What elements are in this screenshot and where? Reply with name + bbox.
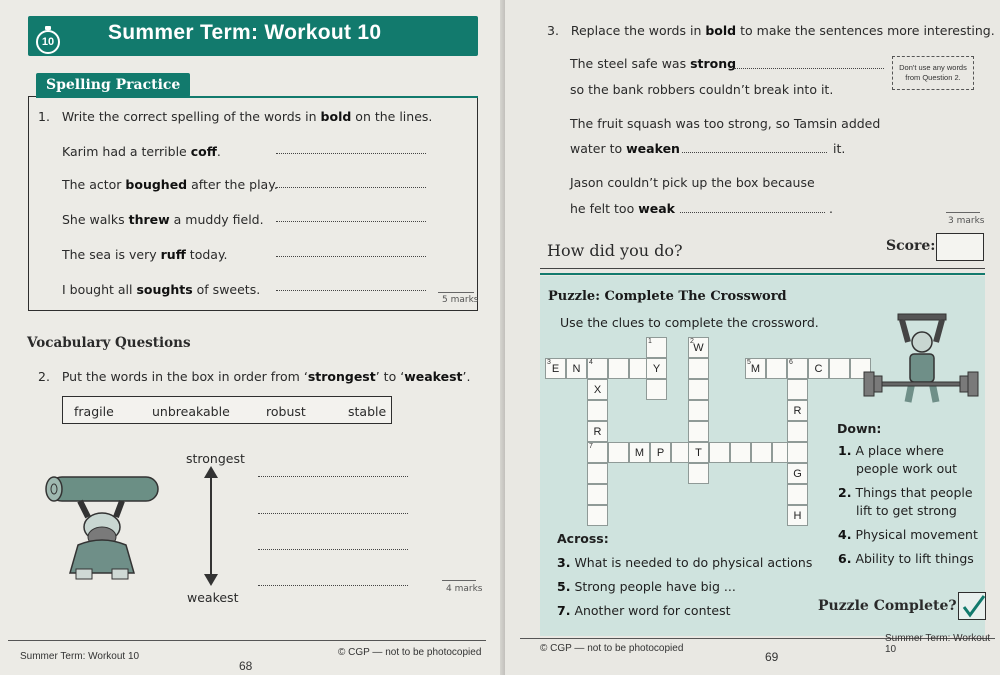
answer-line[interactable] [276,290,426,291]
crossword-cell[interactable]: R [787,400,808,421]
spelling-item: Karim had a terrible coff. [62,144,221,159]
answer-line[interactable] [258,513,408,514]
crossword-cell[interactable]: N [566,358,587,379]
down-clue: 1. A place where [838,443,944,458]
footer-right: Summer Term: Workout 10 [885,633,991,655]
crossword-cell[interactable] [688,400,709,421]
score-box[interactable] [936,233,984,261]
crossword-cell[interactable]: 6 [787,358,808,379]
word-option: stable [348,404,387,419]
down-clue: 4. Physical movement [838,527,978,542]
answer-line[interactable] [734,68,884,69]
crossword-cell[interactable] [751,442,772,463]
score-label: Score: [886,238,936,254]
crossword-cell[interactable]: 2 W [688,337,709,358]
spelling-item: She walks threw a muddy field. [62,212,264,227]
crossword-cell[interactable]: P [650,442,671,463]
crossword-cell[interactable] [688,379,709,400]
word-option: fragile [74,404,114,419]
sentence-1b: so the bank robbers couldn’t break into it. [570,82,834,97]
puzzle-complete-checkbox[interactable] [958,592,986,620]
crossword-cell[interactable]: G [787,463,808,484]
answer-line[interactable] [276,256,426,257]
crossword-cell[interactable]: R [587,421,608,442]
scale-arrow [210,472,212,576]
puzzle-instruction: Use the clues to complete the crossword. [560,315,819,330]
sentence-2-end: it. [833,141,846,156]
across-clue: 7. Another word for contest [557,603,731,618]
word-option: robust [266,404,306,419]
crossword-cell[interactable] [688,421,709,442]
crossword-cell[interactable] [646,379,667,400]
crossword-cell[interactable] [587,400,608,421]
weakest-label: weakest [187,590,239,605]
divider [540,268,985,269]
spelling-heading: Spelling Practice [36,73,190,97]
crossword-cell[interactable] [587,505,608,526]
down-clue-cont: lift to get strong [856,503,957,518]
question-3: 3. Replace the words in bold to make the sentences more interesting. [547,23,995,38]
sentence-3a: Jason couldn’t pick up the box because [570,175,815,190]
answer-line[interactable] [276,221,426,222]
answer-line[interactable] [258,476,408,477]
stopwatch-icon: 10 [36,30,60,54]
hint-note: Don't use any words from Question 2. [892,56,974,90]
strongest-label: strongest [186,451,245,466]
arrow-down-icon [204,574,218,586]
spelling-item: I bought all soughts of sweets. [62,282,261,297]
across-clue: 3. What is needed to do physical actions [557,555,813,570]
crossword-cell[interactable]: X [587,379,608,400]
crossword-cell[interactable]: 3 E [545,358,566,379]
crossword-cell[interactable]: 4 [587,358,608,379]
crossword-cell[interactable] [688,358,709,379]
marks-label: 3 marks [948,216,985,226]
down-clue: 6. Ability to lift things [838,551,974,566]
puzzle-rule [540,273,985,275]
answer-line[interactable] [276,153,426,154]
crossword-cell[interactable] [587,484,608,505]
crossword-cell[interactable] [787,421,808,442]
footer-rule [8,640,486,641]
question-1: 1. Write the correct spelling of the words in bold on the lines. [38,109,433,124]
crossword-cell[interactable] [608,358,629,379]
marks-rule [946,212,980,213]
spelling-item: The sea is very ruff today. [62,247,228,262]
crossword-cell[interactable]: 5 M [745,358,766,379]
crossword-cell[interactable] [766,358,787,379]
weightlifter-illustration [862,308,980,410]
vocab-heading: Vocabulary Questions [27,335,191,351]
across-clue: 5. Strong people have big ... [557,579,736,594]
marks-label: 5 marks [442,295,479,305]
answer-line[interactable] [258,549,408,550]
footer-left: Summer Term: Workout 10 [20,651,140,662]
spelling-box [28,96,478,311]
sentence-3-end: . [829,201,833,216]
marks-rule [438,292,474,293]
footer-right: © CGP — not to be photocopied [338,647,482,658]
crossword-cell[interactable] [688,463,709,484]
crossword-cell[interactable]: M [629,442,650,463]
spelling-item: The actor boughed after the play. [62,177,278,192]
answer-line[interactable] [258,585,408,586]
how-did-you-do: How did you do? [547,241,683,260]
footer-left: © CGP — not to be photocopied [540,643,684,654]
answer-line[interactable] [276,187,426,188]
crossword-cell[interactable]: C [808,358,829,379]
strongman-log-illustration [40,455,165,585]
page-title: Summer Term: Workout 10 [108,21,382,44]
down-heading: Down: [837,421,882,436]
puzzle-complete-label: Puzzle Complete? [818,598,957,614]
answer-line[interactable] [682,152,827,153]
crossword-cell[interactable] [608,442,629,463]
question-2: 2. Put the words in the box in order from ‘strongest’ to ‘weakest’. [38,369,471,384]
crossword-cell[interactable] [829,358,850,379]
page-number: 69 [765,650,779,664]
marks-label: 4 marks [446,584,483,594]
sentence-2a: The fruit squash was too strong, so Tamsin added [570,116,881,131]
down-clue: 2. Things that people [838,485,973,500]
crossword-cell[interactable] [709,442,730,463]
down-clue-cont: people work out [856,461,958,476]
word-option: unbreakable [152,404,230,419]
crossword-cell[interactable] [787,379,808,400]
crossword-cell[interactable] [787,484,808,505]
checkmark-icon [959,593,987,621]
across-heading: Across: [557,531,609,546]
crossword-cell[interactable] [787,442,808,463]
crossword-cell[interactable] [587,463,608,484]
answer-line[interactable] [680,212,825,213]
crossword-cell[interactable]: 7 [587,442,608,463]
crossword-cell[interactable]: T [688,442,709,463]
marks-rule [442,580,476,581]
section-rule [36,96,478,98]
crossword-cell[interactable]: H [787,505,808,526]
sentence-1a: The steel safe was strong [570,56,737,71]
crossword-cell[interactable]: 1 [646,337,667,358]
crossword-cell[interactable]: Y [646,358,667,379]
page-number: 68 [239,659,253,673]
puzzle-heading: Puzzle: Complete The Crossword [548,289,787,304]
crossword-cell[interactable] [730,442,751,463]
sentence-2b: water to weaken [570,141,680,156]
sentence-3b: he felt too weak [570,201,675,216]
